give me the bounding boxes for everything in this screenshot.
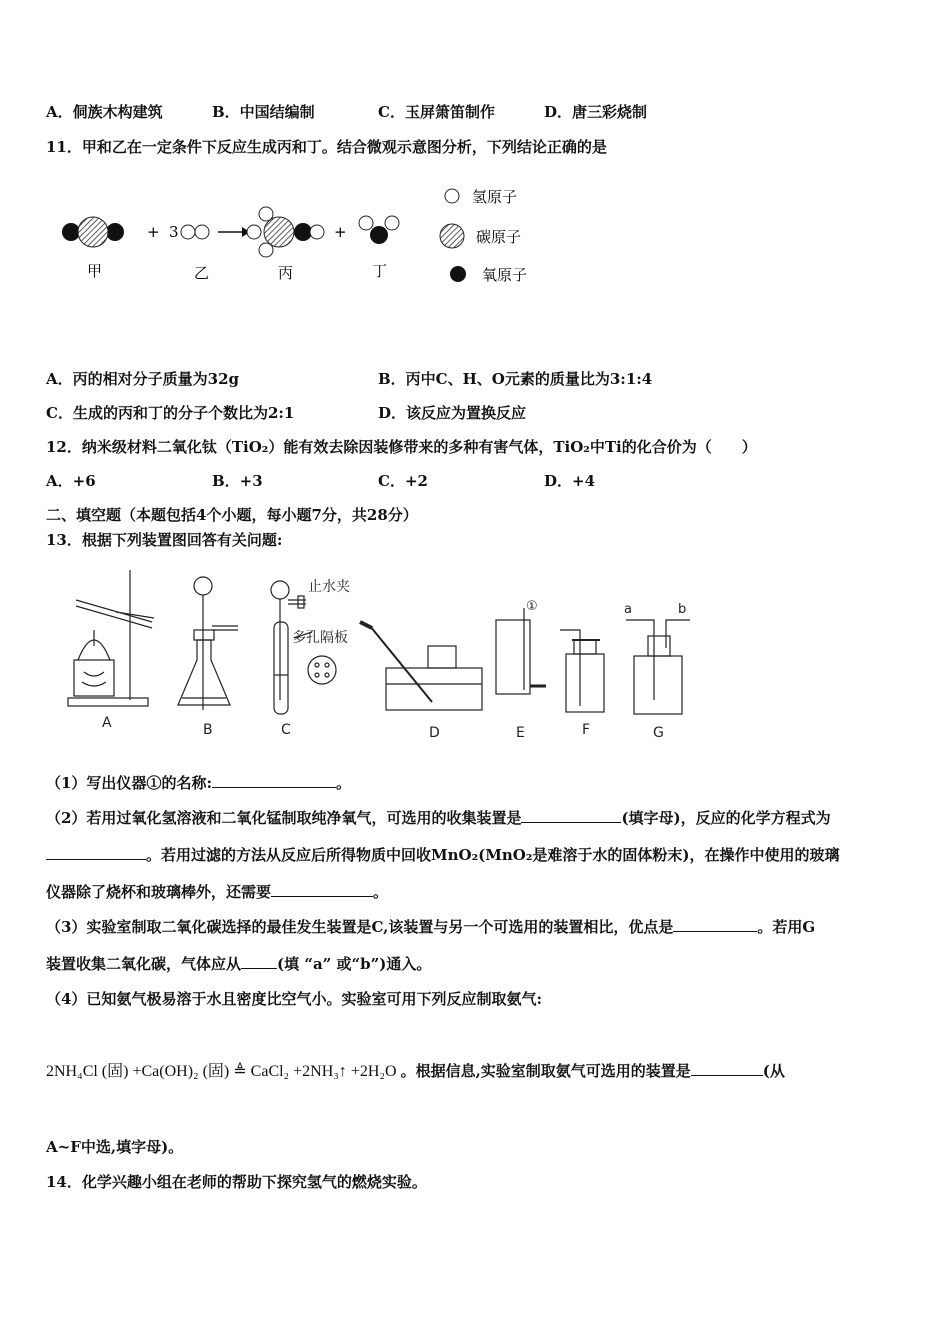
legend-carbon-icon [440,224,464,248]
label-apparatus-g: G [653,725,664,741]
answer-blank-4[interactable] [271,882,373,897]
q13-part1 [46,773,351,793]
q12-stem: 12．纳米级材料二氧化钛（TiO₂）能有效去除因装修带来的多种有害气体，TiO₂中Ti的化合价为（ ） [46,438,757,456]
label-stop-clip: 止水夹 [308,579,350,595]
ammonia-equation [46,1058,785,1081]
section-title: 二、填空题（本题包括4个小题，每小题7分，共28分） [46,506,418,524]
molecule-jia-co2 [62,217,124,247]
label-ding: 丁 [372,262,388,280]
apparatus-f [560,630,604,712]
apparatus-c [271,581,336,714]
molecule-ding-h2o [359,216,399,244]
label-a: a [624,602,632,617]
q13-part3-line2 [46,954,431,974]
equation-after: 。根据信息,实验室制取氨气可选用的装置是 [400,1062,691,1080]
apparatus-d [360,622,482,710]
q13-part4-line1: （4）已知氨气极易溶于水且密度比空气小。实验室可用下列反应制取氨气: [46,990,542,1008]
answer-blank-7[interactable] [691,1061,763,1076]
q11-option-a: A．丙的相对分子质量为32g [46,370,240,388]
q13-part3-text-b: 。若用G [757,918,816,936]
answer-blank-5[interactable] [673,917,757,932]
q13-part2-text-d: 仪器除了烧杯和玻璃棒外，还需要 [46,883,272,901]
reaction-micro-diagram [40,180,560,290]
label-apparatus-c: C [281,722,291,738]
apparatus-a [68,570,154,706]
q11-option-c: C．生成的丙和丁的分子个数比为2:1 [46,404,295,422]
legend-carbon: 碳原子 [476,228,522,246]
q11-option-b: B．丙中C、H、O元素的质量比为3:1:4 [378,370,653,388]
plus-sign-2: + [334,223,347,241]
apparatus-e [496,608,546,694]
q11-option-d: D．该反应为置换反应 [378,404,527,422]
apparatus-figure [60,560,700,750]
q13-part2-line3 [46,882,388,902]
q13-stem: 13．根据下列装置图回答有关问题: [46,531,283,549]
label-apparatus-d: D [429,725,440,741]
q12-option-a: A．+6 [46,472,96,490]
q10-option-b: B．中国结编制 [212,103,315,121]
q11-stem: 11．甲和乙在一定条件下反应生成丙和丁。结合微观示意图分析，下列结论正确的是 [46,138,607,156]
q12-option-c: C．+2 [378,472,428,490]
q13-part2-line1 [46,808,831,828]
answer-blank-1[interactable] [212,773,336,788]
label-porous-plate: 多孔隔板 [292,630,348,646]
answer-blank-2[interactable] [521,808,621,823]
equation-after-end: (从 [762,1062,785,1080]
molecule-yi-h2 [181,225,209,239]
q10-option-a: A．侗族木构建筑 [46,103,163,121]
apparatus-b [178,577,238,710]
q13-part3-text-d: (填 “a” 或“b”)通入。 [277,955,432,973]
equation-text: 2NH₄Cl (固) +Ca(OH)₂ (固) ≜ CaCl₂ +2NH₃↑ +2H₂O [46,1063,397,1080]
legend-oxygen: 氧原子 [482,266,528,284]
q13-part2-line2 [46,845,840,865]
label-b: b [678,602,687,617]
q13-part3-text-c: 装置收集二氧化碳，气体应从 [46,955,242,973]
q10-option-d: D．唐三彩烧制 [544,103,648,121]
q13-part3-text-a: （3）实验室制取二氧化碳选择的最佳发生装置是C,该装置与另一个可选用的装置相比，优点是 [46,918,674,936]
label-apparatus-f: F [582,722,591,738]
q13-part2-text-c: 。若用过滤的方法从反应后所得物质中回收MnO₂(MnO₂是难溶于水的固体粉末)，在操作中使用的玻璃 [146,846,840,864]
q13-part1-end: 。 [335,774,351,792]
molecule-bing-ch3oh [247,207,324,257]
label-apparatus-b: B [203,722,213,738]
label-circle-one: ① [526,599,538,614]
q13-part2-end: 。 [373,883,389,901]
q14-stem: 14．化学兴趣小组在老师的帮助下探究氢气的燃烧实验。 [46,1173,427,1191]
reaction-arrow [218,227,250,237]
plus-sign-1: + [147,223,160,241]
legend-hydrogen-icon [445,189,459,203]
label-bing: 丙 [278,264,294,282]
q13-part2-text-b: (填字母)，反应的化学方程式为 [621,809,831,827]
legend-hydrogen: 氢原子 [472,188,518,206]
q13-part3-line1 [46,917,815,937]
q12-option-b: B．+3 [212,472,263,490]
legend-oxygen-icon [450,266,466,282]
q12-option-d: D．+4 [544,472,596,490]
q10-option-c: C．玉屏箫笛制作 [378,103,495,121]
apparatus-g [626,620,690,714]
q13-part1-text: （1）写出仪器①的名称: [46,774,212,792]
label-yi: 乙 [194,264,210,282]
label-apparatus-e: E [516,725,525,741]
label-apparatus-a: A [102,715,112,731]
q13-part4-line3: A~F中选,填字母)。 [46,1138,184,1156]
coefficient-3: 3 [169,223,179,241]
answer-blank-6[interactable] [241,954,277,969]
answer-blank-3[interactable] [46,845,146,860]
q13-part2-text-a: （2）若用过氧化氢溶液和二氧化锰制取纯净氧气，可选用的收集装置是 [46,809,522,827]
label-jia: 甲 [87,262,103,280]
